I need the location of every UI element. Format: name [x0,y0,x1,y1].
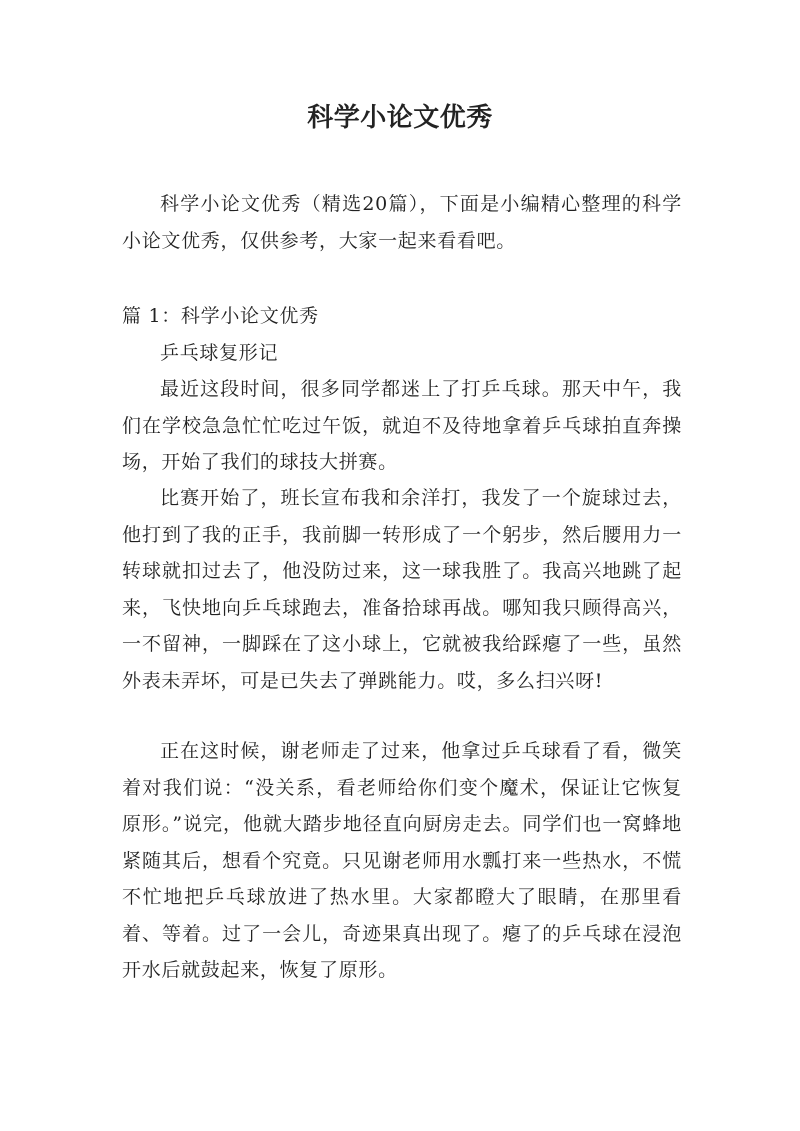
body-paragraph: 正在这时候，谢老师走了过来，他拿过乒乓球看了看，微笑着对我们说：“没关系，看老师给你们变个魔术，保证让它恢复原形。”说完，他就大踏步地径直向厨房走去。同学们也一窝蜂地紧随其后，想看个究竟。只见谢老师用水瓢打来一些热水，不慌不忙地把乒乓球放进了热水里。大家都瞪大了眼睛，在那里看着、等着。过了一会儿，奇迹果真出现了。瘪了的乒乓球在浸泡开水后就鼓起来，恢复了原形。 [122,740,682,981]
intro-paragraph: 科学小论文优秀（精选20篇），下面是小编精心整理的科学小论文优秀，仅供参考，大家一起来看看吧。 [122,193,682,252]
story-title: 乒乓球复形记 [160,342,279,364]
document-title: 科学小论文优秀 [307,103,493,133]
section-heading: 篇 1：科学小论文优秀 [122,305,319,327]
body-paragraph: 最近这段时间，很多同学都迷上了打乒乓球。那天中午，我们在学校急急忙忙吃过午饭，就迫不及待地拿着乒乓球拍直奔操场，开始了我们的球技大拼赛。 [122,378,682,473]
body-paragraph: 比赛开始了，班长宣布我和余洋打，我发了一个旋球过去，他打到了我的正手，我前脚一转形成了一个躬步，然后腰用力一转球就扣过去了，他没防过来，这一球我胜了。我高兴地跳了起来，飞快地向乒乓球跑去，准备拾球再战。哪知我只顾得高兴，一不留神，一脚踩在了这小球上，它就被我给踩瘪了一些，虽然外表未弄坏，可是已失去了弹跳能力。哎，多么扫兴呀! [122,487,682,692]
